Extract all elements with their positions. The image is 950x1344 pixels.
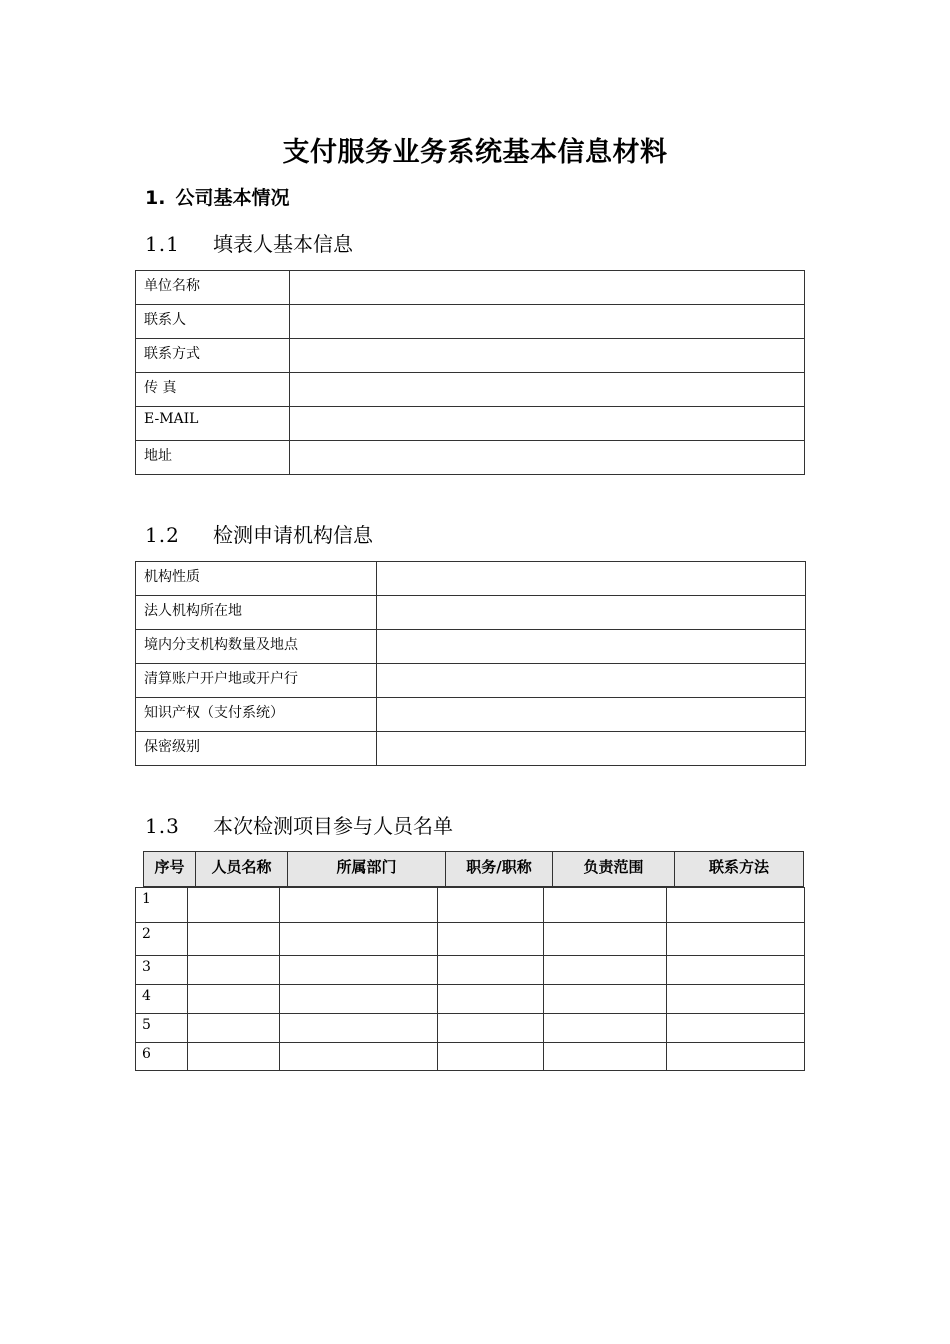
field-label: 联系方式	[136, 339, 290, 373]
table-cell[interactable]	[667, 888, 805, 923]
table-cell[interactable]	[544, 888, 667, 923]
field-value-cell[interactable]	[289, 373, 804, 407]
field-label: 机构性质	[136, 562, 377, 596]
table-cell[interactable]	[667, 985, 805, 1014]
section-number: 1.3	[145, 814, 180, 838]
header-cell-contact: 联系方法	[708, 858, 769, 876]
field-label: 境内分支机构数量及地点	[136, 630, 377, 664]
field-label: 联系人	[136, 305, 290, 339]
table-cell[interactable]	[667, 923, 805, 956]
form-row	[136, 271, 805, 305]
section-label: 填表人基本信息	[213, 232, 353, 256]
section-number: 1.1	[145, 232, 180, 256]
field-value-cell[interactable]	[376, 562, 805, 596]
table-row	[136, 923, 805, 956]
section-heading-1-1	[145, 228, 353, 257]
table-cell[interactable]	[279, 985, 437, 1014]
form-row	[136, 305, 805, 339]
table-cell[interactable]	[437, 1014, 544, 1043]
table-cell[interactable]	[279, 1043, 437, 1071]
section-number: 1.2	[145, 523, 180, 547]
row-index-cell: 1	[136, 888, 188, 923]
row-index-cell: 2	[136, 923, 188, 956]
field-value-cell[interactable]	[376, 596, 805, 630]
table-cell[interactable]	[279, 1014, 437, 1043]
field-label: 法人机构所在地	[136, 596, 377, 630]
row-index-cell: 4	[136, 985, 188, 1014]
table-cell[interactable]	[437, 888, 544, 923]
form-row	[136, 339, 805, 373]
form-row	[136, 562, 806, 596]
table-cell[interactable]	[279, 956, 437, 985]
field-label: 单位名称	[136, 271, 290, 305]
section-label: 公司基本情况	[175, 187, 290, 209]
form-row	[136, 407, 805, 441]
header-cell-name: 人员名称	[196, 852, 288, 886]
field-value-cell[interactable]	[289, 271, 804, 305]
section-number: 1.	[145, 187, 166, 209]
table-cell[interactable]	[187, 956, 279, 985]
section-heading-1	[145, 183, 289, 210]
table-row	[136, 1043, 805, 1071]
table-cell[interactable]	[544, 956, 667, 985]
form-row	[136, 732, 806, 766]
header-cell-title: 职务/职称	[446, 852, 553, 886]
table-row	[136, 956, 805, 985]
table-cell[interactable]	[667, 956, 805, 985]
field-value-cell[interactable]	[289, 339, 804, 373]
table-cell[interactable]	[437, 985, 544, 1014]
field-value-cell[interactable]	[376, 698, 805, 732]
table-cell[interactable]	[544, 1043, 667, 1071]
table-cell[interactable]	[437, 1043, 544, 1071]
table-cell[interactable]	[187, 1014, 279, 1043]
section-heading-1-2	[145, 519, 373, 548]
field-label: 传 真	[136, 373, 290, 407]
form-row	[136, 373, 805, 407]
field-value-cell[interactable]	[289, 407, 804, 441]
header-cell-index: 序号	[144, 852, 196, 886]
filler-info-table	[135, 270, 805, 475]
institution-info-table	[135, 561, 806, 766]
header-cell-scope: 负责范围	[553, 852, 675, 886]
table-cell[interactable]	[279, 888, 437, 923]
table-row	[136, 985, 805, 1014]
table-cell[interactable]	[667, 1014, 805, 1043]
table-cell[interactable]	[279, 923, 437, 956]
table-row	[136, 1014, 805, 1043]
table-cell[interactable]	[187, 923, 279, 956]
table-cell[interactable]	[544, 985, 667, 1014]
field-value-cell[interactable]	[376, 732, 805, 766]
row-index-cell: 6	[136, 1043, 188, 1071]
field-label: 地址	[136, 441, 290, 475]
table-row	[136, 888, 805, 923]
field-value-cell[interactable]	[376, 664, 805, 698]
field-label: 知识产权（支付系统）	[136, 698, 377, 732]
field-value-cell[interactable]	[376, 630, 805, 664]
document-title: 支付服务业务系统基本信息材料	[282, 137, 668, 168]
table-cell[interactable]	[544, 1014, 667, 1043]
form-row	[136, 441, 805, 475]
form-row	[136, 698, 806, 732]
field-label: 保密级别	[136, 732, 377, 766]
field-label: 清算账户开户地或开户行	[136, 664, 377, 698]
form-row	[136, 596, 806, 630]
staff-table	[135, 887, 805, 1071]
row-index-cell: 3	[136, 956, 188, 985]
table-cell[interactable]	[187, 985, 279, 1014]
table-cell[interactable]	[544, 923, 667, 956]
section-label: 检测申请机构信息	[213, 523, 373, 547]
table-cell[interactable]	[437, 956, 544, 985]
field-value-cell[interactable]	[289, 305, 804, 339]
table-cell[interactable]	[667, 1043, 805, 1071]
form-row	[136, 664, 806, 698]
section-heading-1-3	[145, 810, 453, 839]
table-cell[interactable]	[187, 1043, 279, 1071]
form-row	[136, 630, 806, 664]
field-label: E-MAIL	[136, 407, 290, 441]
section-label: 本次检测项目参与人员名单	[213, 814, 453, 838]
header-cell-department: 所属部门	[288, 852, 446, 886]
table-cell[interactable]	[437, 923, 544, 956]
staff-table-header	[143, 851, 804, 887]
table-cell[interactable]	[187, 888, 279, 923]
field-value-cell[interactable]	[289, 441, 804, 475]
row-index-cell: 5	[136, 1014, 188, 1043]
